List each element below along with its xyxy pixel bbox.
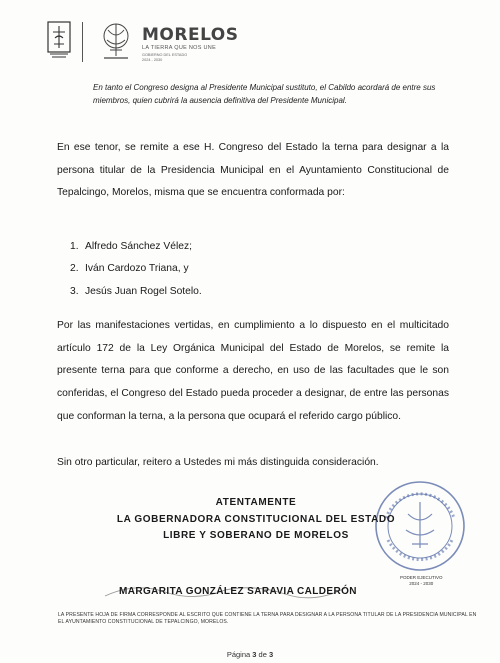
quoted-article-text: En tanto el Congreso designa al Presidente Municipal sustituto, el Cabildo acordará de entre sus miembros, quien cubrirá la ausencia definitiva del Presidente Municipal. [93, 83, 436, 105]
brand-subtitle [142, 53, 239, 63]
morelos-logo-icon [98, 20, 134, 62]
list-item [70, 258, 202, 280]
list-item [70, 281, 202, 303]
candidate-name: Jesús Juan Rogel Sotelo. [85, 285, 202, 297]
signer-title-line1: LA GOBERNADORA CONSTITUCIONAL DEL ESTADO [116, 513, 396, 525]
seal-caption-period: 2024 - 2030 [409, 581, 434, 586]
candidate-name: Iván Cardozo Triana, y [85, 263, 189, 275]
header-divider [82, 22, 83, 62]
seal-caption [400, 575, 443, 587]
page-current: 3 [252, 650, 257, 659]
page-of-label: de [258, 650, 267, 659]
brand-name: MORELOS [142, 25, 239, 45]
brand-government-label: GOBIERNO DEL ESTADO [142, 53, 188, 57]
candidate-name: Alfredo Sánchez Vélez; [85, 241, 193, 252]
list-number: 1. [70, 241, 79, 252]
seal-caption-label: PODER EJECUTIVO [400, 575, 443, 580]
page-label: Página [226, 650, 251, 659]
letterhead [46, 20, 246, 68]
page-number [0, 650, 500, 659]
state-coat-of-arms-icon [46, 20, 72, 60]
signature-page-footnote: LA PRESENTE HOJA DE FIRMA CORRESPONDE AL ESCRITO QUE CONTIENE LA TERNA PARA DESIGNAR A LA PERSONA TITULAR DE LA PRESIDENCIA MUNICIPAL EN EL AYUNTAMIENTO CONSTITUCIONAL DE TEPALCINGO, MORELOS. [58, 612, 477, 625]
page-total: 3 [268, 650, 274, 659]
brand-period-label: 2024 - 2030 [142, 58, 163, 62]
signer-title-line2: LIBRE Y SOBERANO DE MORELOS [163, 530, 349, 541]
paragraph-terna-intro: En ese tenor, se remite a ese H. Congreso del Estado la terna para designar a la persona titular de la Presidencia Municipal en el Ayuntamiento Constitucional de Tepalcingo, Morelos, misma que se encuentra conformada por: [57, 142, 449, 199]
signature-block [60, 495, 452, 545]
brand-block [142, 26, 239, 63]
signer-name: MARGARITA GONZÁLEZ SARAVIA CALDERÓN [119, 586, 357, 597]
paragraph-legal-basis: Por las manifestaciones vertidas, en cumplimiento a lo dispuesto en el multicitado artículo 172 de la Ley Orgánica Municipal del Estado de Morelos, se remite la presente terna para que conforme a derecho, en uso de las facultades que le son conferidas, el Congreso del Estado pueda proceder a designar, de entre las personas que conforman la terna, a la persona que ocupará el referido cargo público. [57, 320, 449, 422]
list-number: 2. [70, 263, 79, 275]
paragraph-closing: Sin otro particular, reitero a Ustedes mi más distinguida consideración. [57, 457, 379, 468]
list-item [70, 236, 202, 258]
brand-tagline: LA TIERRA QUE NOS UNE [142, 45, 217, 51]
terna-list [70, 236, 202, 303]
closing-salutation: ATENTAMENTE [215, 497, 297, 508]
list-number: 3. [70, 285, 79, 297]
